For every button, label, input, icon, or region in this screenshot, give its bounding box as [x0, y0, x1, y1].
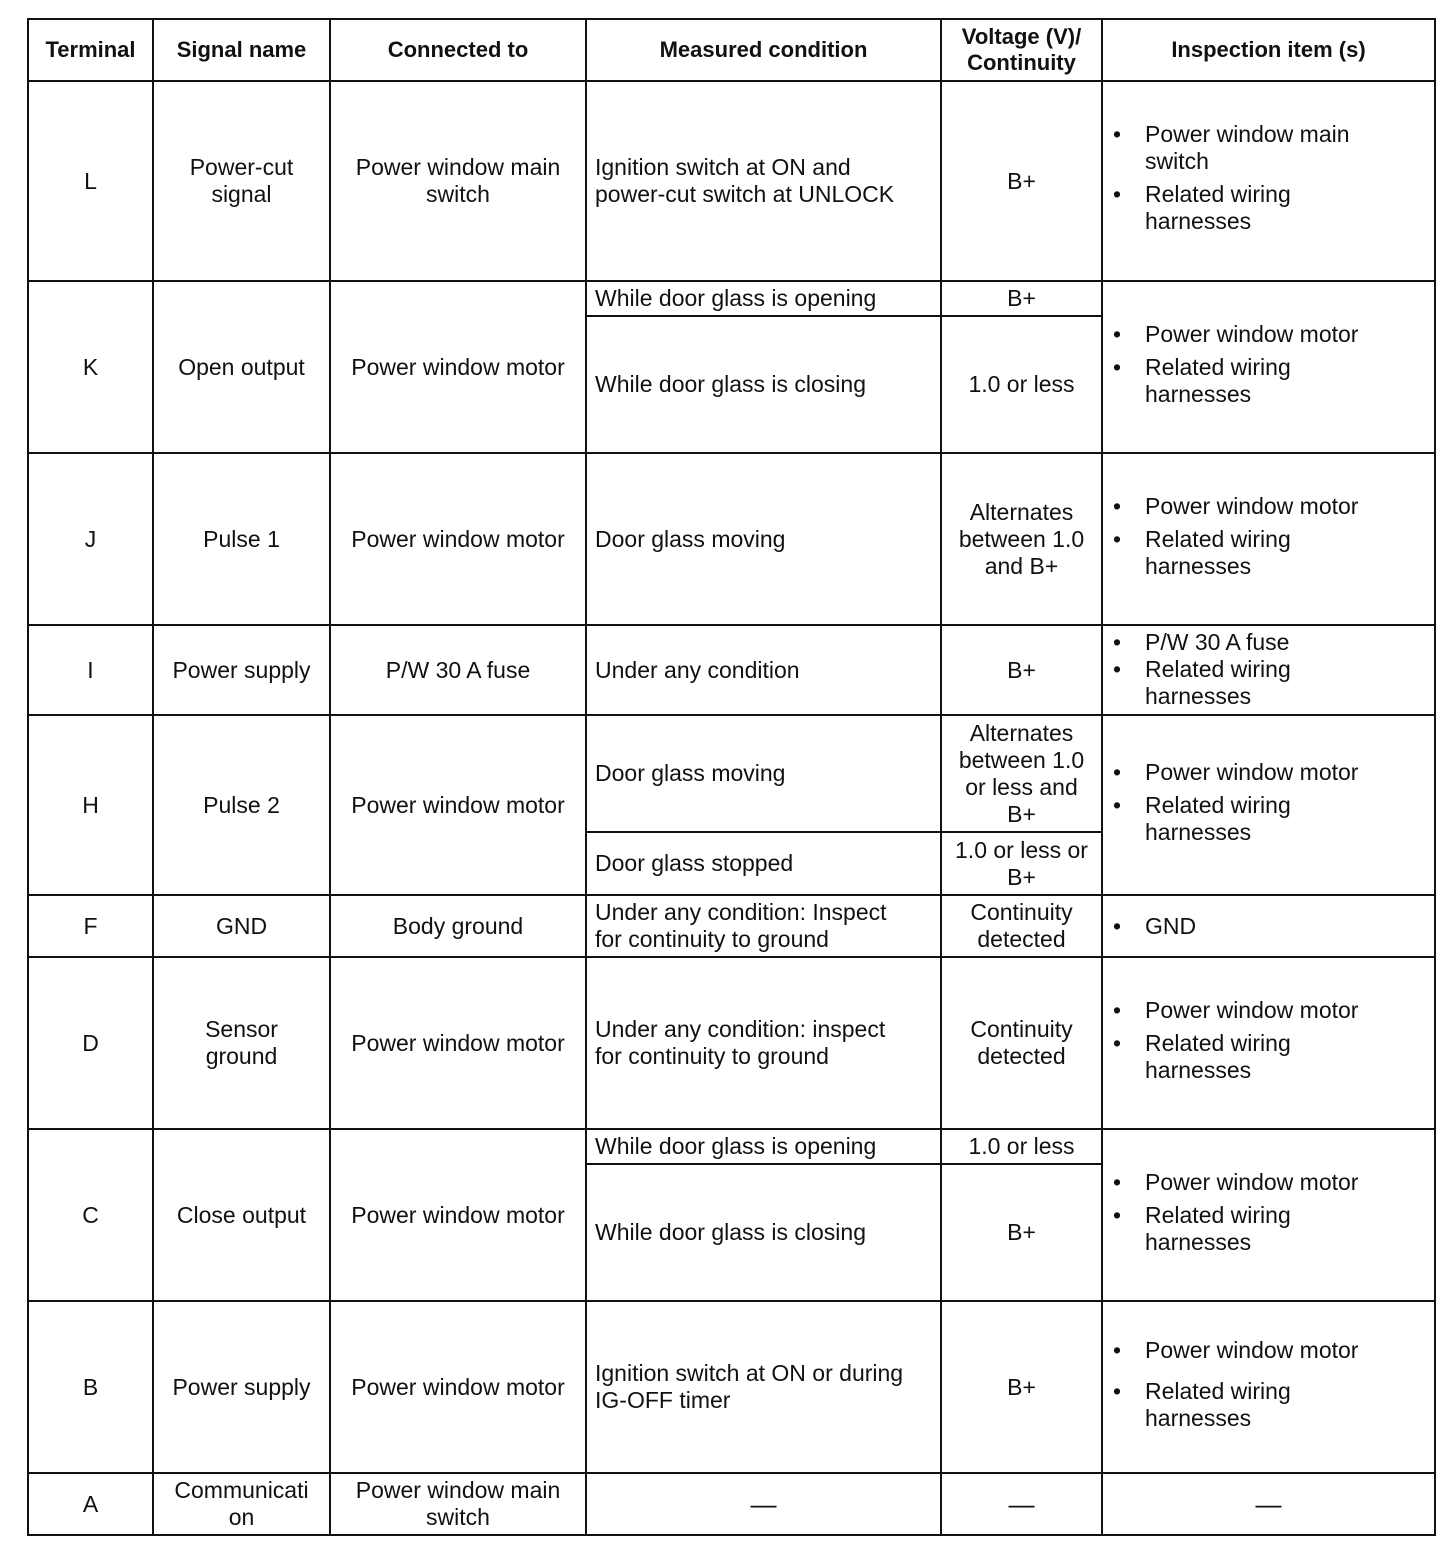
- bullet-icon: •: [1113, 1336, 1122, 1363]
- signal-name-cell: Communicati on: [153, 1473, 330, 1535]
- measured-condition-cell: While door glass is closing: [586, 316, 941, 453]
- bullet-icon: •: [1113, 758, 1122, 785]
- table-row-terminal-h: [28, 715, 1435, 832]
- inspection-item: • Related wiring harnesses: [1113, 656, 1291, 709]
- connected-to-cell: Power window motor: [330, 281, 586, 453]
- terminal-cell: A: [28, 1473, 153, 1535]
- voltage-cell: B+: [941, 1301, 1102, 1473]
- signal-name-cell: Power supply: [153, 1301, 330, 1473]
- header-measured-condition: Measured condition: [586, 19, 941, 81]
- terminal-cell: B: [28, 1301, 153, 1473]
- measured-condition-cell: Under any condition: [586, 625, 941, 715]
- inspection-item: • Related wiring harnesses: [1113, 181, 1291, 234]
- terminal-cell: D: [28, 957, 153, 1129]
- inspection-item: • Power window motor: [1113, 320, 1359, 347]
- inspection-item: • P/W 30 A fuse: [1113, 629, 1290, 655]
- inspection-item: • Related wiring harnesses: [1113, 353, 1291, 407]
- bullet-icon: •: [1113, 1377, 1122, 1404]
- inspection-items-cell: [1102, 957, 1435, 1129]
- inspection-item: • Related wiring harnesses: [1113, 1377, 1291, 1431]
- measured-condition-cell: Under any condition: Inspect for continuity to ground: [586, 895, 941, 957]
- bullet-icon: •: [1113, 525, 1122, 552]
- table-row-terminal-a: [28, 1473, 1435, 1535]
- bullet-icon: •: [1113, 320, 1122, 347]
- table-row-terminal-k: [28, 281, 1435, 316]
- voltage-cell: 1.0 or less or B+: [941, 832, 1102, 895]
- bullet-icon: •: [1113, 121, 1122, 147]
- inspection-items-cell: [1102, 453, 1435, 625]
- voltage-cell: Alternates between 1.0 and B+: [941, 453, 1102, 625]
- signal-name-cell: Pulse 2: [153, 715, 330, 895]
- inspection-item: • Power window motor: [1113, 758, 1359, 785]
- inspection-item: • Power window motor: [1113, 492, 1359, 519]
- terminal-inspection-table: [27, 18, 1436, 1536]
- signal-name-cell: Close output: [153, 1129, 330, 1301]
- inspection-items-cell: —: [1102, 1473, 1435, 1535]
- voltage-cell: Continuity detected: [941, 957, 1102, 1129]
- voltage-cell: Continuity detected: [941, 895, 1102, 957]
- table-row-terminal-c: [28, 1129, 1435, 1164]
- inspection-item: • Power window motor: [1113, 1168, 1359, 1195]
- measured-condition-cell: Door glass stopped: [586, 832, 941, 895]
- header-terminal: Terminal: [28, 19, 153, 81]
- inspection-item: • Power window motor: [1113, 996, 1359, 1023]
- signal-name-cell: Sensor ground: [153, 957, 330, 1129]
- bullet-icon: •: [1113, 181, 1122, 207]
- terminal-cell: F: [28, 895, 153, 957]
- voltage-cell: B+: [941, 81, 1102, 281]
- signal-name-cell: Open output: [153, 281, 330, 453]
- connected-to-cell: Body ground: [330, 895, 586, 957]
- voltage-cell: Alternates between 1.0 or less and B+: [941, 715, 1102, 832]
- connected-to-cell: Power window motor: [330, 453, 586, 625]
- header-inspection-items: Inspection item (s): [1102, 19, 1435, 81]
- measured-condition-cell: While door glass is opening: [586, 281, 941, 316]
- signal-name-cell: Power-cut signal: [153, 81, 330, 281]
- connected-to-cell: Power window motor: [330, 715, 586, 895]
- connected-to-cell: Power window main switch: [330, 81, 586, 281]
- terminal-cell: H: [28, 715, 153, 895]
- inspection-item: • Related wiring harnesses: [1113, 1201, 1291, 1255]
- table-row-terminal-b: [28, 1301, 1435, 1473]
- terminal-cell: J: [28, 453, 153, 625]
- table-row-terminal-i: [28, 625, 1435, 715]
- inspection-item: • Related wiring harnesses: [1113, 1029, 1291, 1083]
- terminal-cell: K: [28, 281, 153, 453]
- voltage-cell: 1.0 or less: [941, 316, 1102, 453]
- inspection-item: • Power window motor: [1113, 1336, 1359, 1363]
- connected-to-cell: Power window motor: [330, 957, 586, 1129]
- table-row-terminal-j: [28, 453, 1435, 625]
- bullet-icon: •: [1113, 791, 1122, 818]
- measured-condition-cell: While door glass is opening: [586, 1129, 941, 1164]
- measured-condition-cell: Ignition switch at ON and power-cut switch at UNLOCK: [586, 81, 941, 281]
- signal-name-cell: Power supply: [153, 625, 330, 715]
- measured-condition-cell: Under any condition: inspect for continuity to ground: [586, 957, 941, 1129]
- terminal-cell: C: [28, 1129, 153, 1301]
- inspection-items-cell: [1102, 1301, 1435, 1473]
- inspection-items-cell: [1102, 281, 1435, 453]
- inspection-items-cell: [1102, 1129, 1435, 1301]
- bullet-icon: •: [1113, 1201, 1122, 1228]
- voltage-cell: B+: [941, 1164, 1102, 1301]
- bullet-icon: •: [1113, 996, 1122, 1023]
- inspection-items-cell: [1102, 81, 1435, 281]
- inspection-item: • GND: [1113, 912, 1197, 939]
- connected-to-cell: P/W 30 A fuse: [330, 625, 586, 715]
- signal-name-cell: Pulse 1: [153, 453, 330, 625]
- connected-to-cell: Power window main switch: [330, 1473, 586, 1535]
- inspection-items-cell: [1102, 715, 1435, 895]
- measured-condition-cell: Door glass moving: [586, 715, 941, 832]
- inspection-items-cell: [1102, 895, 1435, 957]
- voltage-cell: —: [941, 1473, 1102, 1535]
- measured-condition-cell: —: [586, 1473, 941, 1535]
- bullet-icon: •: [1113, 912, 1122, 939]
- connected-to-cell: Power window motor: [330, 1129, 586, 1301]
- bullet-icon: •: [1113, 1168, 1122, 1195]
- terminal-cell: I: [28, 625, 153, 715]
- measured-condition-cell: Door glass moving: [586, 453, 941, 625]
- bullet-icon: •: [1113, 629, 1122, 655]
- voltage-cell: B+: [941, 281, 1102, 316]
- inspection-item: • Power window main switch: [1113, 121, 1350, 174]
- table-row-terminal-d: [28, 957, 1435, 1129]
- inspection-item: • Related wiring harnesses: [1113, 525, 1291, 579]
- header-signal-name: Signal name: [153, 19, 330, 81]
- table-row-terminal-l: [28, 81, 1435, 281]
- voltage-cell: 1.0 or less: [941, 1129, 1102, 1164]
- header-connected-to: Connected to: [330, 19, 586, 81]
- voltage-cell: B+: [941, 625, 1102, 715]
- inspection-item: • Related wiring harnesses: [1113, 791, 1291, 845]
- header-voltage-continuity: Voltage (V)/ Continuity: [941, 19, 1102, 81]
- table-row-terminal-f: [28, 895, 1435, 957]
- bullet-icon: •: [1113, 1029, 1122, 1056]
- measured-condition-cell: Ignition switch at ON or during IG-OFF timer: [586, 1301, 941, 1473]
- header-row: [28, 19, 1435, 81]
- bullet-icon: •: [1113, 353, 1122, 380]
- connected-to-cell: Power window motor: [330, 1301, 586, 1473]
- bullet-icon: •: [1113, 656, 1122, 682]
- terminal-cell: L: [28, 81, 153, 281]
- signal-name-cell: GND: [153, 895, 330, 957]
- inspection-items-cell: [1102, 625, 1435, 715]
- measured-condition-cell: While door glass is closing: [586, 1164, 941, 1301]
- bullet-icon: •: [1113, 492, 1122, 519]
